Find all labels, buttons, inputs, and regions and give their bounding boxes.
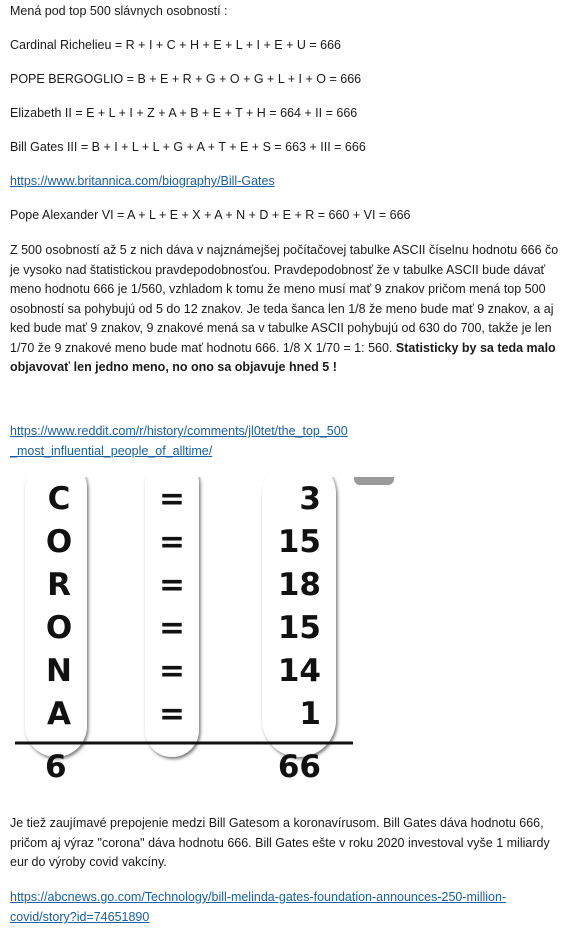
abc-link-line2[interactable]: covid/story?id=74651890 [10, 910, 150, 924]
corona-letter: O [45, 610, 73, 646]
corona-equals: = [159, 567, 185, 603]
corona-letter: C [47, 481, 71, 517]
corona-letter: R [47, 567, 71, 603]
equation-bill-gates: Bill Gates III = B + I + L + L + G + A + T + E + S = 663 + III = 666 [10, 140, 366, 154]
gates-paragraph: Je tiež zaujímavé prepojenie medzi Bill Gatesom a koronavírusom. Bill Gates dáva hodnotu 666, pričom aj výraz "corona" dáva hodnotu 666. Bill Gates ešte v roku 2020 investoval vyše 1 miliardy eur do výroby covid vakcíny. [10, 816, 550, 869]
heading: Mená pod top 500 slávnych osobností : [10, 4, 228, 18]
reddit-link-line2[interactable]: _most_influential_people_of_alltime/ [10, 444, 213, 458]
corona-equals: = [159, 524, 185, 560]
corona-equals: = [159, 610, 185, 646]
corona-value: 15 [277, 610, 321, 646]
abc-link-line1[interactable]: https://abcnews.go.com/Technology/bill-melinda-gates-foundation-announces-250-million- [10, 890, 507, 904]
corona-value: 1 [299, 696, 321, 732]
corona-image [9, 477, 394, 793]
corona-letter: O [45, 524, 73, 560]
main-paragraph-text: Z 500 osobností až 5 z nich dáva v najznámejšej počítačovej tabulke ASCII číselnu hodnotu 666 čo je vysoko nad štatistickou pravdepodobnosťou. Pravdepodobnosť že v tabulke ASCII bude dávať meno hodnotu 666 je 1/560, vzhladom k tomu že meno musí mať 9 znakov pričom mená top 500 osobností sa pohybujú od 5 do 12 znakov. Je teda šanca len 1/8 že meno bude mať 9 znakov, a aj ked bude mať 9 znakov, 9 znakové mená sa v tabulke ASCII pohybujú od 630 do 700, takže je len 1/70 že 9 znakové meno bude mať hodnotu 666. 1/8 X 1/70 = 1: 560. [10, 243, 559, 355]
total-left: 6 [45, 749, 67, 785]
equation-bergoglio: POPE BERGOGLIO = B + E + R + G + O + G + L + I + O = 666 [10, 72, 362, 86]
corona-value: 18 [277, 567, 321, 603]
equation-richelieu: Cardinal Richelieu = R + I + C + H + E + L + I + E + U = 666 [10, 38, 341, 52]
corona-equals: = [159, 481, 185, 517]
corona-equals: = [159, 696, 185, 732]
corner-badge [354, 477, 394, 485]
britannica-link[interactable]: https://www.britannica.com/biography/Bill-Gates [10, 174, 275, 188]
reddit-link-line1[interactable]: https://www.reddit.com/r/history/comments/jl0tet/the_top_500 [10, 424, 348, 438]
total-right: 66 [277, 749, 321, 785]
corona-letter: N [46, 653, 72, 689]
main-paragraph-bold: Statisticky by sa teda malo objavovať len jedno meno, no ono sa objavuje hned 5 ! [10, 340, 556, 374]
corona-value: 3 [299, 481, 321, 517]
equation-pope-alexander: Pope Alexander VI = A + L + E + X + A + N + D + E + R = 660 + VI = 666 [10, 208, 411, 222]
corona-graphic [9, 477, 394, 793]
corona-equals: = [159, 653, 185, 689]
corona-value: 15 [277, 524, 321, 560]
main-paragraph [10, 241, 566, 378]
corona-value: 14 [277, 653, 321, 689]
corona-letter: A [47, 696, 71, 732]
equation-elizabeth: Elizabeth II = E + L + I + Z + A + B + E + T + H = 664 + II = 666 [10, 106, 358, 120]
